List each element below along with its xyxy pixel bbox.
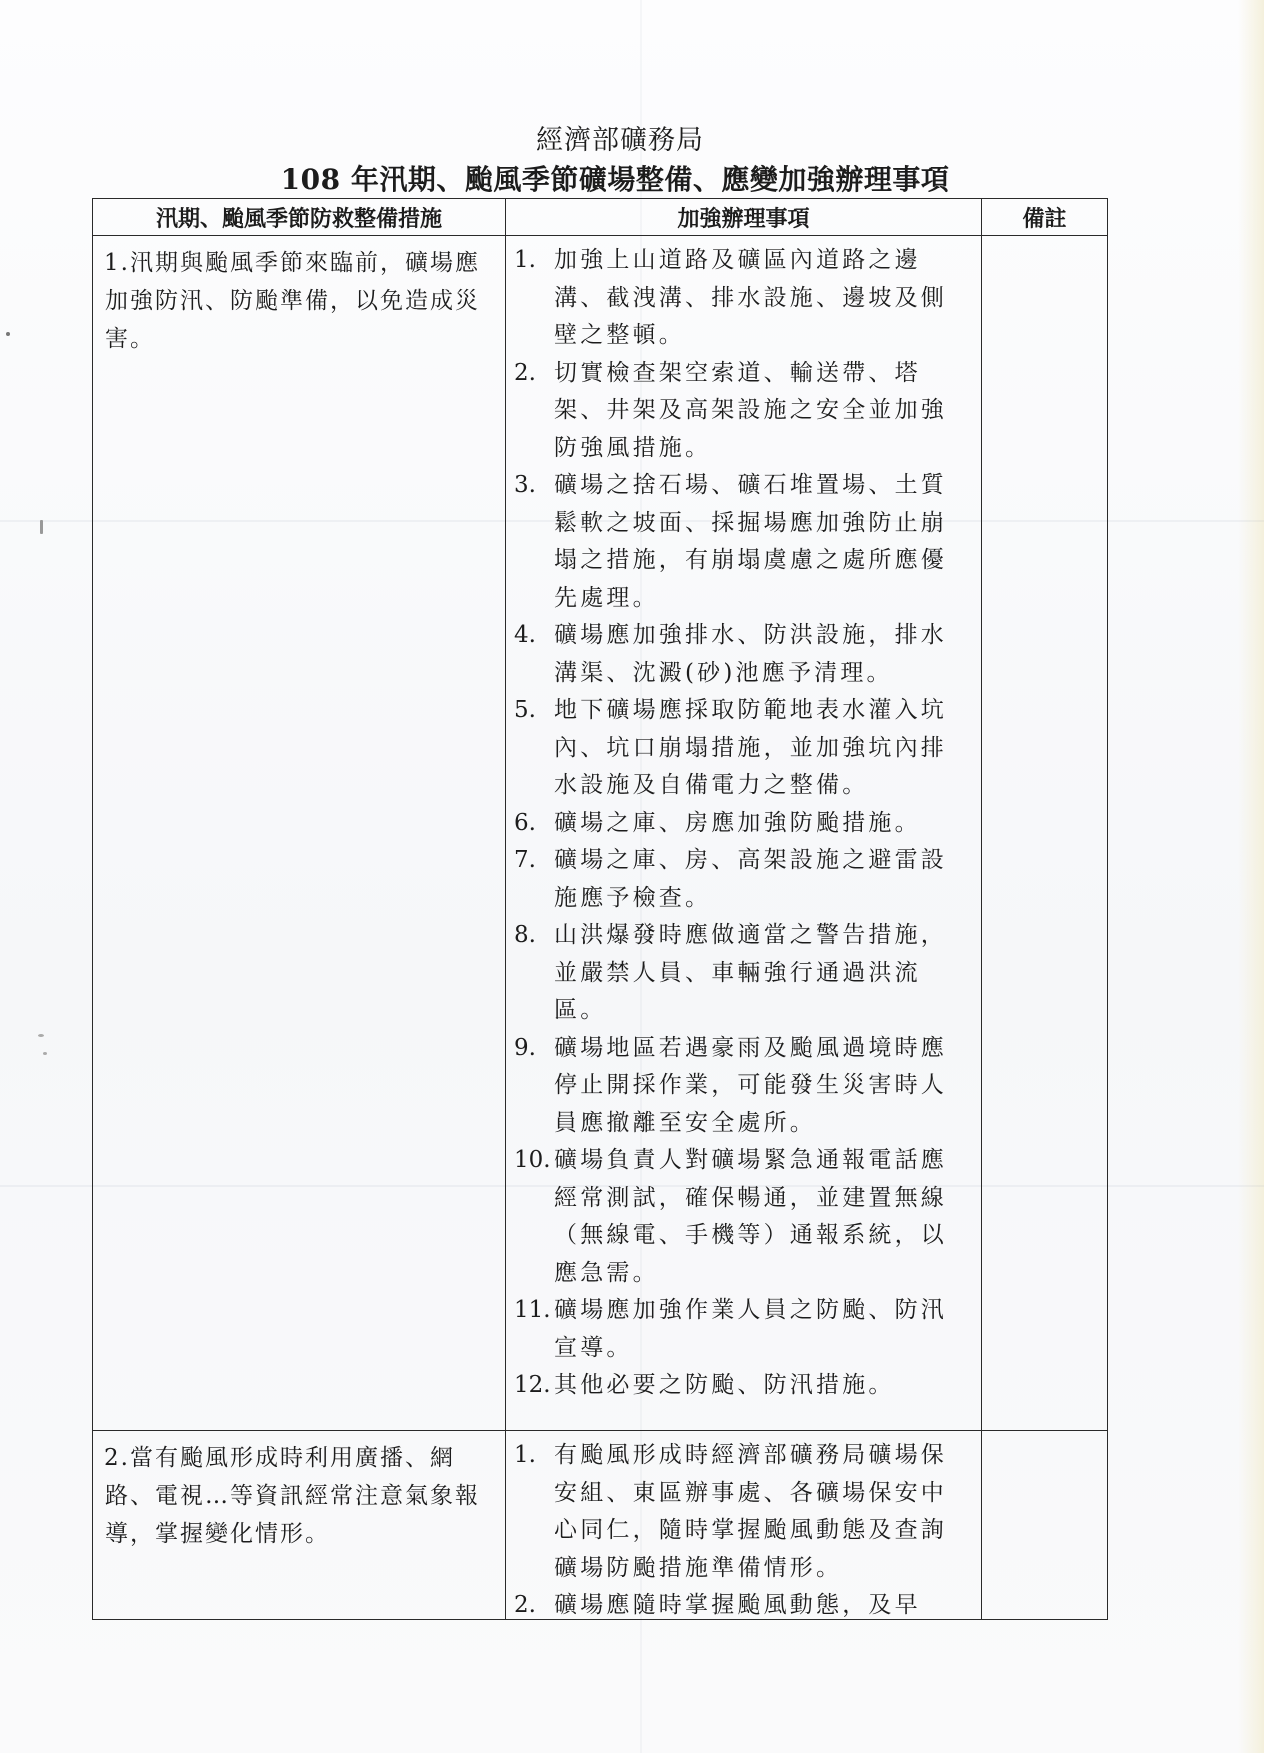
- actions-cell: [506, 236, 982, 1431]
- item-number: 9.: [514, 1034, 536, 1061]
- list-item: [514, 1367, 973, 1405]
- item-number: 11.: [514, 1297, 551, 1323]
- document-title: 108 年汛期、颱風季節礦場整備、應變加強辦理事項: [280, 163, 950, 196]
- column-header-actions: 加強辦理事項: [506, 199, 982, 236]
- list-item: [514, 1437, 973, 1587]
- scan-speck: [6, 332, 10, 336]
- item-number: 10.: [514, 1147, 551, 1173]
- item-number: 1.: [514, 247, 536, 273]
- note-cell: [982, 236, 1108, 1431]
- item-text: 礦場之庫、房、高架設施之避雷設施應予檢查。: [554, 847, 947, 911]
- item-text: 礦場之庫、房應加強防颱措施。: [554, 809, 921, 836]
- item-number: 1.: [514, 1442, 536, 1468]
- list-item: [514, 617, 973, 692]
- scan-speck: [40, 520, 43, 534]
- item-number: 7.: [514, 847, 536, 873]
- item-text: 礦場應加強作業人員之防颱、防汛宣導。: [554, 1297, 947, 1361]
- list-item: [514, 467, 973, 617]
- item-number: 8.: [514, 922, 536, 948]
- item-text: 有颱風形成時經濟部礦務局礦場保安組、東區辦事處、各礦場保安中心同仁，隨時掌握颱風動態及查詢礦場防颱措施準備情形。: [554, 1442, 947, 1581]
- item-number: 6.: [514, 809, 536, 836]
- list-item: [514, 1030, 973, 1143]
- actions-clip: [506, 1431, 981, 1619]
- list-item: [514, 842, 973, 917]
- table-row: [93, 236, 1108, 1431]
- column-header-notes: 備註: [982, 199, 1108, 236]
- org-name: 經濟部礦務局: [536, 125, 704, 156]
- paper-edge: [1238, 0, 1264, 1753]
- measure-cell: [93, 1431, 506, 1620]
- table-row: [93, 1431, 1108, 1620]
- measure-cell: [93, 236, 506, 1431]
- action-list: [506, 1431, 981, 1619]
- list-item: [514, 805, 973, 843]
- item-number: 5.: [514, 697, 536, 723]
- measure-text: 2.當有颱風形成時利用廣播、網路、電視…等資訊經常注意氣象報導，掌握變化情形。: [104, 1445, 480, 1547]
- measure-text: 1.汛期與颱風季節來臨前，礦場應加強防汛、防颱準備，以免造成災害。: [104, 250, 480, 352]
- list-item: [514, 355, 973, 468]
- item-text: 礦場地區若遇豪雨及颱風過境時應停止開採作業，可能發生災害時人員應撤離至安全處所。: [554, 1034, 947, 1136]
- scan-speck: [43, 1052, 47, 1055]
- item-text: 切實檢查架空索道、輸送帶、塔架、井架及高架設施之安全並加強防強風措施。: [554, 359, 947, 461]
- table-header-row: [93, 199, 1108, 236]
- item-text: 礦場之捨石場、礦石堆置場、土質鬆軟之坡面、採掘場應加強防止崩塌之措施，有崩塌虞慮之處所應優先處理。: [554, 472, 947, 611]
- item-text: 礦場應加強排水、防洪設施，排水溝渠、沈澱(砂)池應予清理。: [554, 622, 947, 686]
- item-number: 2.: [514, 1592, 536, 1618]
- item-text: 加強上山道路及礦區內道路之邊溝、截洩溝、排水設施、邊坡及側壁之整頓。: [554, 247, 947, 348]
- item-text: 地下礦場應採取防範地表水灌入坑內、坑口崩塌措施，並加強坑內排水設施及自備電力之整備。: [554, 697, 947, 798]
- list-item: [514, 1142, 973, 1292]
- measures-table: [92, 198, 1108, 1620]
- item-text: 山洪爆發時應做適當之警告措施，並嚴禁人員、車輛強行通過洪流區。: [554, 922, 947, 1023]
- list-item: [514, 1292, 973, 1367]
- list-item: [514, 917, 973, 1030]
- item-number: 2.: [514, 359, 536, 386]
- item-number: 12.: [514, 1372, 551, 1398]
- list-item: [514, 1587, 973, 1619]
- item-text: 礦場應隨時掌握颱風動態，及早: [554, 1592, 921, 1618]
- action-list: [506, 236, 981, 1409]
- note-cell: [982, 1431, 1108, 1620]
- item-text: 其他必要之防颱、防汛措施。: [554, 1372, 895, 1398]
- item-number: 3.: [514, 472, 536, 498]
- column-header-measures: 汛期、颱風季節防救整備措施: [93, 199, 506, 236]
- list-item: [514, 242, 973, 355]
- scan-speck: [38, 1034, 44, 1037]
- item-text: 礦場負責人對礦場緊急通報電話應經常測試，確保暢通，並建置無線（無線電、手機等）通報系統，以應急需。: [554, 1147, 947, 1286]
- actions-cell: [506, 1431, 982, 1620]
- list-item: [514, 692, 973, 805]
- item-number: 4.: [514, 622, 536, 648]
